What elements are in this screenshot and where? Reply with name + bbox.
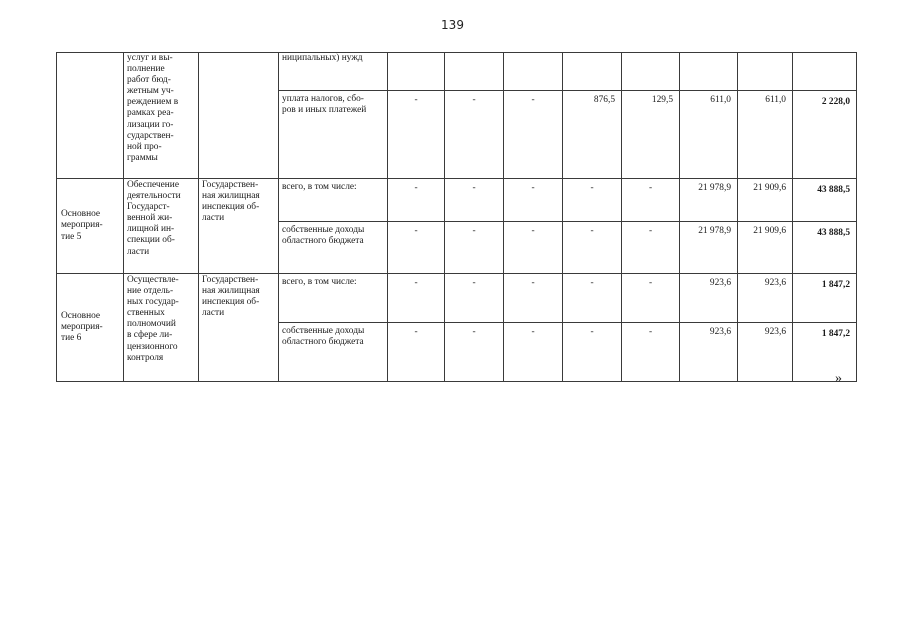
value-cell: - (563, 274, 622, 323)
source-cell: собственные доходы областного бюджета (279, 222, 388, 274)
total-cell: 1 847,2 (793, 274, 857, 323)
value-cell: 21 978,9 (680, 222, 738, 274)
closing-quote: » (835, 371, 842, 386)
value-cell: - (445, 179, 504, 222)
total-cell: 43 888,5 (793, 179, 857, 222)
value-cell: - (563, 222, 622, 274)
value-cell: 923,6 (738, 274, 793, 323)
total-cell: 2 228,0 (793, 91, 857, 179)
value-cell (504, 53, 563, 91)
value-cell (388, 53, 445, 91)
total-cell: 43 888,5 (793, 222, 857, 274)
value-cell: 611,0 (680, 91, 738, 179)
total-cell: 1 847,2 (793, 323, 857, 382)
table-body (57, 53, 857, 382)
table-row (57, 179, 857, 222)
value-cell: - (622, 274, 680, 323)
value-cell (563, 53, 622, 91)
value-cell: - (445, 222, 504, 274)
value-cell: - (622, 323, 680, 382)
source-cell: ниципальных) нужд (279, 53, 388, 91)
description-cell: услуг и вы- полнение работ бюд- жетным уч- реждением в рамках реа- лизации го- сударствен- ной про- граммы (124, 53, 199, 179)
description-cell: Осуществле- ние отдель- ных государ- ственных полномочий в сфере ли- цензионного контроля (124, 274, 199, 382)
value-cell: - (445, 274, 504, 323)
source-cell: уплата налогов, сбо- ров и иных платежей (279, 91, 388, 179)
value-cell: - (504, 274, 563, 323)
budget-table (56, 52, 857, 382)
total-cell (793, 53, 857, 91)
value-cell: - (388, 274, 445, 323)
value-cell: - (563, 323, 622, 382)
value-cell: 21 909,6 (738, 179, 793, 222)
event-label-cell: Основное мероприя- тие 5 (57, 179, 124, 274)
event-label-cell (57, 53, 124, 179)
value-cell: - (504, 91, 563, 179)
value-cell: - (388, 91, 445, 179)
value-cell: 21 909,6 (738, 222, 793, 274)
source-cell: собственные доходы областного бюджета (279, 323, 388, 382)
value-cell: - (388, 179, 445, 222)
value-cell: 923,6 (738, 323, 793, 382)
source-cell: всего, в том числе: (279, 274, 388, 323)
value-cell: - (445, 91, 504, 179)
value-cell: 876,5 (563, 91, 622, 179)
value-cell (738, 53, 793, 91)
value-cell: - (504, 222, 563, 274)
page-number: 139 (441, 18, 464, 32)
value-cell (622, 53, 680, 91)
value-cell: - (622, 179, 680, 222)
value-cell: 923,6 (680, 323, 738, 382)
executor-cell: Государствен- ная жилищная инспекция об- ласти (199, 179, 279, 274)
value-cell: - (504, 323, 563, 382)
description-cell: Обеспечение деятельности Государст- венной жи- лищной ин- спекции об- ласти (124, 179, 199, 274)
value-cell: - (388, 323, 445, 382)
event-label-cell: Основное мероприя- тие 6 (57, 274, 124, 382)
value-cell: 923,6 (680, 274, 738, 323)
value-cell: - (445, 323, 504, 382)
source-cell: всего, в том числе: (279, 179, 388, 222)
table-row (57, 53, 857, 91)
executor-cell (199, 53, 279, 179)
value-cell: - (563, 179, 622, 222)
value-cell: - (504, 179, 563, 222)
value-cell (445, 53, 504, 91)
executor-cell: Государствен- ная жилищная инспекция об- ласти (199, 274, 279, 382)
value-cell: - (388, 222, 445, 274)
value-cell: 611,0 (738, 91, 793, 179)
value-cell (680, 53, 738, 91)
table-row (57, 274, 857, 323)
value-cell: 129,5 (622, 91, 680, 179)
value-cell: - (622, 222, 680, 274)
value-cell: 21 978,9 (680, 179, 738, 222)
